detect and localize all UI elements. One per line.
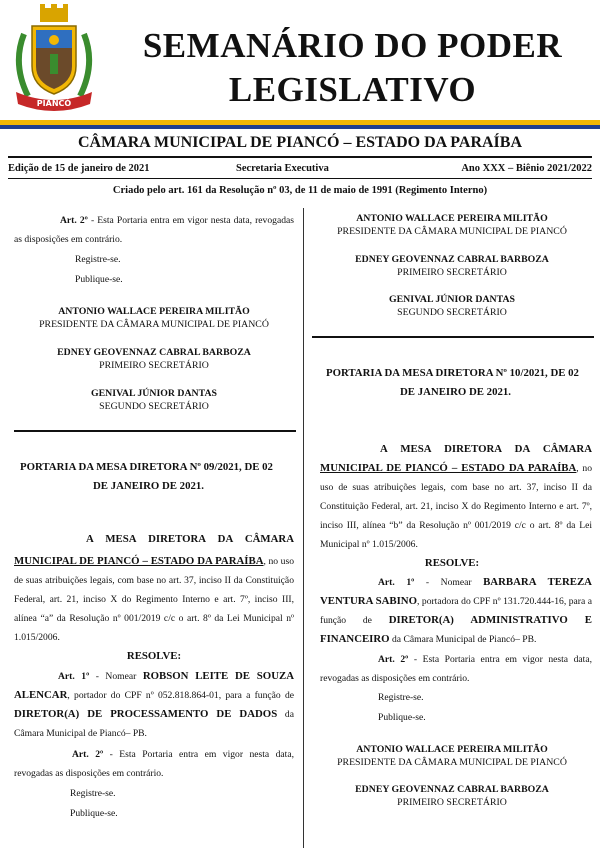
left-mesa-body: MUNICIPAL DE PIANCÓ – ESTADO DA PARAÍBA: [14, 555, 264, 567]
right-mesa-paragraph: [320, 459, 592, 554]
left-art1-paragraph: [14, 667, 294, 743]
left-portaria-line1: PORTARIA DA MESA DIRETORA Nº 09/2021, DE 02: [20, 461, 273, 473]
right-sig3-role: SEGUNDO SECRETÁRIO: [397, 307, 507, 318]
right-art1-mid: , portadora do CPF nº 131.720.444-16, para a função de: [320, 596, 592, 626]
edition-date: Edição de 15 de janeiro de 2021: [8, 163, 150, 174]
left-art2b-label: Art. 2º: [72, 749, 104, 760]
left-sig1-name: ANTONIO WALLACE PEREIRA MILITÃO: [58, 306, 250, 317]
column-divider: [303, 208, 304, 848]
left-sig3-role: SEGUNDO SECRETÁRIO: [99, 401, 209, 412]
right-mesa-line1: A MESA DIRETORA DA CÂMARA: [380, 443, 592, 455]
right-art1-label: Art. 1º: [378, 577, 415, 588]
right-art1-end: da Câmara Municipal de Piancó– PB.: [389, 634, 537, 645]
left-art2b-paragraph: [14, 745, 294, 783]
right-sig2-name: EDNEY GEOVENNAZ CABRAL BARBOZA: [355, 254, 549, 265]
right-sig4-name: ANTONIO WALLACE PEREIRA MILITÃO: [356, 744, 548, 755]
newspaper-title-line1: SEMANÁRIO DO PODER: [142, 26, 563, 65]
left-mesa-paragraph: [14, 552, 294, 647]
left-art1-name: ROBSON LEITE DE SOUZA ALENCAR: [14, 670, 294, 701]
left-sig2-name: EDNEY GEOVENNAZ CABRAL BARBOZA: [57, 347, 251, 358]
header-rule-top: [8, 156, 592, 158]
left-sig2-role: PRIMEIRO SECRETÁRIO: [99, 360, 209, 371]
left-art1-role: DIRETOR(A) DE PROCESSAMENTO DE DADOS: [14, 708, 278, 720]
right-art2-label: Art. 2º: [378, 654, 409, 665]
creation-note: Criado pelo art. 161 da Resolução nº 03, de 11 de maio de 1991 (Regimento Interno): [112, 185, 488, 196]
right-sig2-role: PRIMEIRO SECRETÁRIO: [397, 267, 507, 278]
left-resolve: RESOLVE:: [126, 650, 182, 662]
year-biennium: Ano XXX – Biênio 2021/2022: [461, 163, 592, 174]
crest-ribbon-text: PIANCÓ: [36, 99, 72, 108]
right-sig1-role: PRESIDENTE DA CÂMARA MUNICIPAL DE PIANCÓ: [337, 226, 567, 237]
right-portaria-line1: PORTARIA DA MESA DIRETORA Nº 10/2021, DE 02: [326, 367, 579, 379]
right-art1-role: DIRETOR(A) ADMINISTRATIVO E FINANCEIRO: [320, 614, 592, 645]
blue-band: [0, 125, 600, 129]
right-sig5-role: PRIMEIRO SECRETÁRIO: [397, 797, 507, 808]
right-resolve: RESOLVE:: [424, 557, 480, 569]
left-registre: Registre-se.: [75, 254, 121, 265]
left-sig3-name: GENIVAL JÚNIOR DANTAS: [91, 388, 217, 399]
newspaper-title-line2: LEGISLATIVO: [228, 70, 477, 109]
header-rule-bottom: [8, 178, 592, 179]
right-registre: Registre-se.: [378, 692, 424, 703]
left-portaria-line2: DE JANEIRO DE 2021.: [93, 480, 204, 492]
left-art2b-text: - Esta Portaria entra em vigor nesta data, revogadas as disposições em contrário.: [14, 749, 294, 779]
left-art1-end: da Câmara Municipal de Piancó– PB.: [14, 709, 294, 739]
right-sig5-name: EDNEY GEOVENNAZ CABRAL BARBOZA: [355, 784, 549, 795]
right-art1-paragraph: [320, 573, 592, 649]
right-sig1-name: ANTONIO WALLACE PEREIRA MILITÃO: [356, 213, 548, 224]
left-art1-label: Art. 1º: [58, 671, 90, 682]
left-art1-mid: , portador do CPF nº 052.818.864-01, para a função de: [67, 690, 294, 701]
right-portaria-line2: DE JANEIRO DE 2021.: [400, 386, 511, 398]
left-publique: Publique-se.: [75, 274, 123, 285]
right-separator: [312, 336, 594, 338]
left-publique2: Publique-se.: [70, 808, 118, 819]
right-art2-paragraph: [320, 650, 592, 688]
right-art2-text: - Esta Portaria entra em vigor nesta data, revogadas as disposições em contrário.: [320, 654, 592, 684]
right-mesa-body: MUNICIPAL DE PIANCÓ – ESTADO DA PARAÍBA: [320, 462, 577, 474]
left-separator: [14, 430, 296, 432]
left-sig1-role: PRESIDENTE DA CÂMARA MUNICIPAL DE PIANCÓ: [39, 319, 269, 330]
left-art2-text: - Esta Portaria entra em vigor nesta data, revogadas as disposições em contrário.: [14, 215, 294, 245]
chamber-subtitle: CÂMARA MUNICIPAL DE PIANCÓ – ESTADO DA PARAÍBA: [77, 134, 522, 151]
right-sig4-role: PRESIDENTE DA CÂMARA MUNICIPAL DE PIANCÓ: [337, 757, 567, 768]
right-sig3-name: GENIVAL JÚNIOR DANTAS: [389, 294, 515, 305]
right-art1-pre: - Nomear: [414, 577, 484, 588]
left-mesa-rest: , no uso de suas atribuições legais, com base no art. 37, inciso II da Constituição Federal, art. 21, inciso X do Regimento Interno e art. 7º, inciso III, alínea “a” da Resolução nº 001/2019 c/c o art. 8º da Lei Municipal nº 1.015/2006.: [14, 556, 294, 643]
left-art2-paragraph: [14, 211, 294, 249]
right-mesa-rest: , no uso de suas atribuições legais, com base no art. 37, inciso II da Constituição Federal, art. 21, inciso X do Regimento Interno e art. 7º, inciso III, alínea “b” da Resolução nº 001/2019 c/c o art. 8º da Lei Municipal nº 1.015/2006.: [320, 463, 593, 550]
left-art2-label: Art. 2º: [60, 215, 88, 226]
right-publique: Publique-se.: [378, 712, 426, 723]
right-art1-name: BARBARA TEREZA VENTURA SABINO: [320, 576, 592, 607]
left-registre2: Registre-se.: [70, 788, 116, 799]
department: Secretaria Executiva: [236, 163, 329, 174]
municipal-crest-icon: [10, 4, 98, 116]
left-art1-pre: - Nomear: [89, 671, 143, 682]
left-mesa-line1: A MESA DIRETORA DA CÂMARA: [86, 533, 294, 545]
